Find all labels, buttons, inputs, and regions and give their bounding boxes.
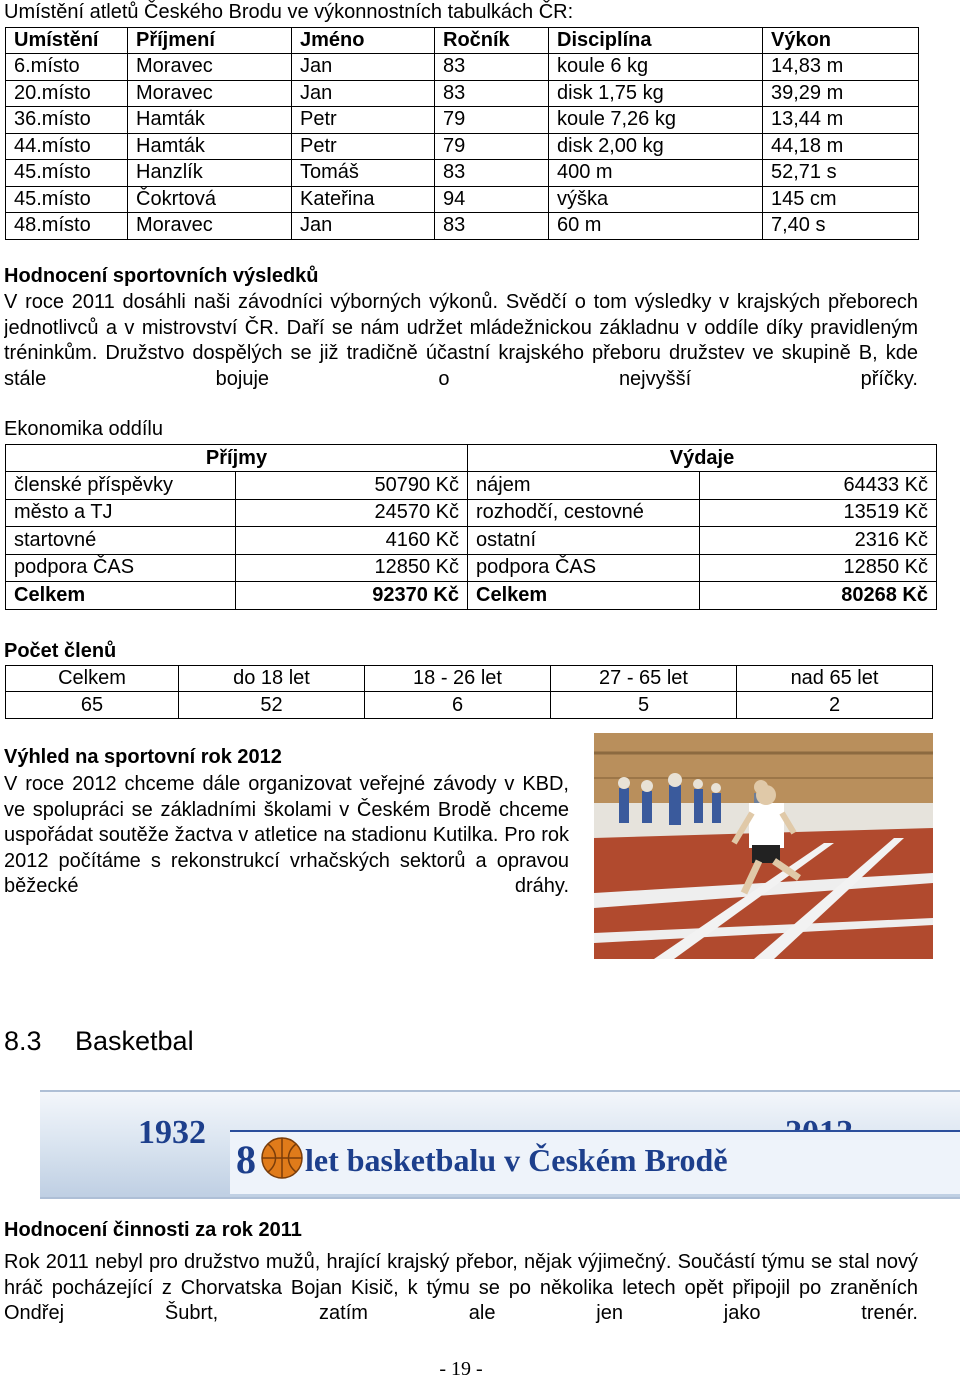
table-cell: Kateřina (292, 186, 435, 213)
members-column-header: do 18 let (179, 666, 365, 692)
table-cell: 4160 Kč (236, 527, 468, 555)
banner-year-left: 1932 (138, 1114, 206, 1151)
table-row (6, 133, 919, 160)
section-number: 8.3 (4, 1026, 42, 1056)
table-cell: město a TJ (6, 499, 236, 527)
table-cell: 45.místo (6, 186, 128, 213)
table-cell: Jan (292, 80, 435, 107)
banner-digit: 8 (236, 1137, 256, 1182)
table-cell: 83 (435, 80, 549, 107)
rankings-column-header: Disciplína (549, 28, 763, 54)
members-value: 2 (737, 692, 933, 719)
members-header-row (6, 666, 933, 692)
table-cell: Petr (292, 133, 435, 160)
table-cell: 13,44 m (763, 107, 919, 134)
evaluation-text: V roce 2011 dosáhli naši závodníci výborných výkonů. Svědčí o tom výsledky v krajských přeborech jednotlivců a v mistrovství ČR. Daří se nám udržet mládežnickou základnu v oddíle díky pravidleným tréninkům. Družstvo dospělých se již tradičně účastní krajského přeboru družstev ve skupině B, kde stále bojuje o nejvyšší příčky. (4, 291, 918, 390)
section-title: Basketbal (75, 1026, 194, 1056)
basketball-icon (260, 1136, 304, 1180)
table-cell: 83 (435, 54, 549, 81)
total-cell: Celkem (468, 582, 700, 610)
table-cell: Tomáš (292, 160, 435, 187)
table-cell: disk 1,75 kg (549, 80, 763, 107)
table-cell: Petr (292, 107, 435, 134)
table-cell: 60 m (549, 213, 763, 240)
banner (40, 1090, 960, 1199)
members-value: 5 (551, 692, 737, 719)
table-cell: 7,40 s (763, 213, 919, 240)
table-cell: Moravec (128, 54, 292, 81)
table-row (6, 186, 919, 213)
table-cell: nájem (468, 472, 700, 500)
members-table (5, 665, 933, 719)
members-column-header: 27 - 65 let (551, 666, 737, 692)
outlook-heading: Výhled na sportovní rok 2012 (4, 746, 282, 768)
table-cell: podpora ČAS (468, 554, 700, 582)
table-cell: 13519 Kč (700, 499, 937, 527)
table-cell: 2316 Kč (700, 527, 937, 555)
table-cell: disk 2,00 kg (549, 133, 763, 160)
table-cell: koule 7,26 kg (549, 107, 763, 134)
table-row (6, 54, 919, 81)
activity-text: Rok 2011 nebyl pro družstvo mužů, hrající krajský přebor, nějak výjimečný. Součástí týmu se stal nový hráč pocházející z Chorvatska Bojan Kisič, k týmu se po několika letech opět připojil po zraněních Ondřej Šubrt, zatím ale jen jako trenér. (4, 1251, 918, 1324)
table-row (6, 499, 937, 527)
table-cell: podpora ČAS (6, 554, 236, 582)
table-cell: Moravec (128, 213, 292, 240)
rankings-body (6, 54, 919, 240)
members-value: 65 (6, 692, 179, 719)
members-values-row (6, 692, 933, 719)
table-cell: 145 cm (763, 186, 919, 213)
table-cell: 79 (435, 107, 549, 134)
economy-total-row (6, 582, 937, 610)
rankings-heading: Umístění atletů Českého Brodu ve výkonnostních tabulkách ČR: (4, 1, 574, 23)
table-cell: Hamták (128, 107, 292, 134)
table-cell: 14,83 m (763, 54, 919, 81)
table-cell: ostatní (468, 527, 700, 555)
total-cell: 80268 Kč (700, 582, 937, 610)
table-cell: 83 (435, 213, 549, 240)
members-column-header: 18 - 26 let (365, 666, 551, 692)
rankings-header (6, 28, 919, 54)
members-heading: Počet členů (4, 640, 117, 662)
page-number: - 19 - (439, 1358, 483, 1380)
banner-title: let basketbalu v Českém Brodě (305, 1142, 728, 1178)
table-cell: 24570 Kč (236, 499, 468, 527)
table-row (6, 213, 919, 240)
economy-table (5, 444, 937, 610)
economy-body (6, 472, 937, 610)
members-column-header: Celkem (6, 666, 179, 692)
rankings-column-header: Ročník (435, 28, 549, 54)
table-row (6, 160, 919, 187)
expense-header: Výdaje (468, 445, 937, 472)
table-cell: 44,18 m (763, 133, 919, 160)
table-cell: 39,29 m (763, 80, 919, 107)
table-row (6, 107, 919, 134)
rankings-column-header: Příjmení (128, 28, 292, 54)
table-cell: 64433 Kč (700, 472, 937, 500)
table-cell: startovné (6, 527, 236, 555)
table-cell: členské příspěvky (6, 472, 236, 500)
table-row (6, 554, 937, 582)
rankings-column-header: Jméno (292, 28, 435, 54)
table-cell: Moravec (128, 80, 292, 107)
table-cell: Jan (292, 213, 435, 240)
total-cell: 92370 Kč (236, 582, 468, 610)
table-row (6, 80, 919, 107)
members-column-header: nad 65 let (737, 666, 933, 692)
table-cell: Jan (292, 54, 435, 81)
table-cell: 36.místo (6, 107, 128, 134)
rankings-column-header: Výkon (763, 28, 919, 54)
athletics-photo (594, 733, 933, 959)
table-cell: 48.místo (6, 213, 128, 240)
table-cell: 50790 Kč (236, 472, 468, 500)
total-cell: Celkem (6, 582, 236, 610)
rankings-column-header: Umístění (6, 28, 128, 54)
table-cell: Hamták (128, 133, 292, 160)
rankings-table (5, 27, 919, 240)
table-cell: 94 (435, 186, 549, 213)
activity-heading: Hodnocení činnosti za rok 2011 (4, 1219, 302, 1241)
members-value: 6 (365, 692, 551, 719)
table-cell: 20.místo (6, 80, 128, 107)
evaluation-heading: Hodnocení sportovních výsledků (4, 265, 319, 287)
table-cell: 6.místo (6, 54, 128, 81)
table-cell: 12850 Kč (700, 554, 937, 582)
rankings-header-row (6, 28, 919, 54)
economy-heading: Ekonomika oddílu (4, 418, 163, 440)
table-cell: 79 (435, 133, 549, 160)
table-cell: výška (549, 186, 763, 213)
income-header: Příjmy (6, 445, 468, 472)
table-cell: rozhodčí, cestovné (468, 499, 700, 527)
table-cell: 83 (435, 160, 549, 187)
table-cell: koule 6 kg (549, 54, 763, 81)
table-cell: 12850 Kč (236, 554, 468, 582)
members-value: 52 (179, 692, 365, 719)
table-cell: 45.místo (6, 160, 128, 187)
table-cell: 52,71 s (763, 160, 919, 187)
table-cell: 44.místo (6, 133, 128, 160)
table-row (6, 472, 937, 500)
table-cell: 400 m (549, 160, 763, 187)
table-cell: Čokrtová (128, 186, 292, 213)
table-cell: Hanzlík (128, 160, 292, 187)
outlook-text: V roce 2012 chceme dále organizovat veřejné závody v KBD, ve spolupráci se základními školami v Českém Brodě chceme uspořádat soutěže žactva v atletice na stadionu Kutilka. Pro rok 2012 počítáme s rekonstrukcí vrhačských sektorů a opravou běžecké dráhy. (4, 773, 569, 897)
table-row (6, 527, 937, 555)
